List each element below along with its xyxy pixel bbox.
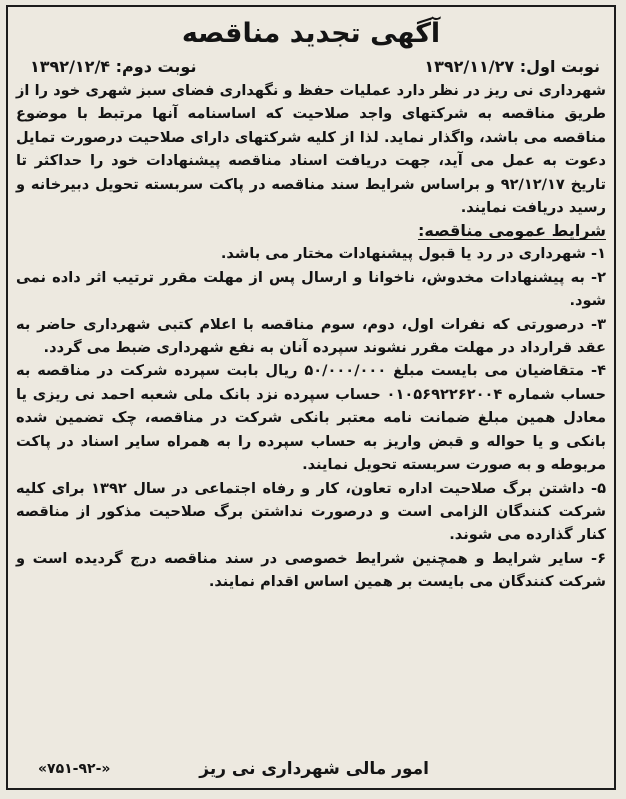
- condition-item: ۶- سایر شرایط و همچنین شرایط خصوصی در سند مناقصه درج گردیده است و شرکت کنندگان می بایست بر همین اساس اقدام نمایند.: [16, 549, 606, 591]
- signature: امور مالی شهرداری نی ریز: [199, 759, 429, 779]
- conditions-heading: شرایط عمومی مناقصه:: [417, 221, 606, 241]
- condition-item: ۴- متقاضیان می بایست مبلغ ۵۰/۰۰۰/۰۰۰ ریال بابت سپرده شرکت در مناقصه به حساب شماره ۰۱۰۵۶۹۲۲۶۲۰۰۴ حساب سپرده نزد بانک ملی شعبه احمد نی ریزی یا معادل همین مبلغ ضمانت نامه معتبر بانکی شرکت در مناقصه، چک تضمین شده بانکی و یا حواله و قبض واریز به حساب سپرده را به همراه سایر اسناد در پاکت مربوطه و به صورت سربسته تحویل نمایند.: [16, 362, 607, 474]
- condition-item: ۳- درصورتی که نفرات اول، دوم، سوم مناقصه با اعلام کتبی شهرداری حاضر به عقد قرارداد در مهلت مقرر نشوند سپرده آنان به نفع شهرداری ضبط می گردد.: [16, 315, 606, 357]
- condition-item: ۱- شهرداری در رد یا قبول پیشنهادات مختار می باشد.: [220, 245, 606, 263]
- intro-paragraph: شهرداری نی ریز در نظر دارد عملیات حفظ و نگهداری فضای سبز شهری خود را از طریق مناقصه به شرکتهای واجد صلاحیت که اساسنامه آنها مرتبط با موضوع مناقصه می باشد، واگذار نماید. لذا از کلیه شرکتهای دارای صلاحیت درصورت تمایل دعوت به عمل می آید، جهت دریافت اسناد مناقصه پیشنهادات خود را حداکثر تا تاریخ ۹۲/۱۲/۱۷ و براساس شرایط سند مناقصه در پاکت سربسته تحویل دبیرخانه و رسید دریافت نمایند.: [16, 82, 606, 217]
- notice-body: [8, 79, 614, 594]
- condition-item: ۵- داشتن برگ صلاحیت اداره تعاون، کار و رفاه اجتماعی در سال ۱۳۹۲ برای کلیه شرکت کنندگان الزامی است و درصورت نداشتن برگ صلاحیت مذکور از مناقصه کنار گذارده می شوند.: [16, 479, 606, 544]
- first-publish-date: نوبت اول: ۱۳۹۲/۱۱/۲۷: [424, 57, 600, 76]
- notice-title: آگهی تجدید مناقصه: [181, 18, 441, 49]
- notice-footer: [8, 756, 614, 782]
- notice-code: «۷۵۱-۹۲-»: [38, 761, 111, 777]
- tender-notice: [6, 5, 616, 790]
- publish-dates: [8, 55, 614, 79]
- second-publish-date: نوبت دوم: ۱۳۹۲/۱۲/۴: [30, 57, 197, 76]
- condition-item: ۲- به پیشنهادات مخدوش، ناخوانا و ارسال پس از مهلت مقرر ترتیب اثر داده نمی شود.: [16, 268, 606, 310]
